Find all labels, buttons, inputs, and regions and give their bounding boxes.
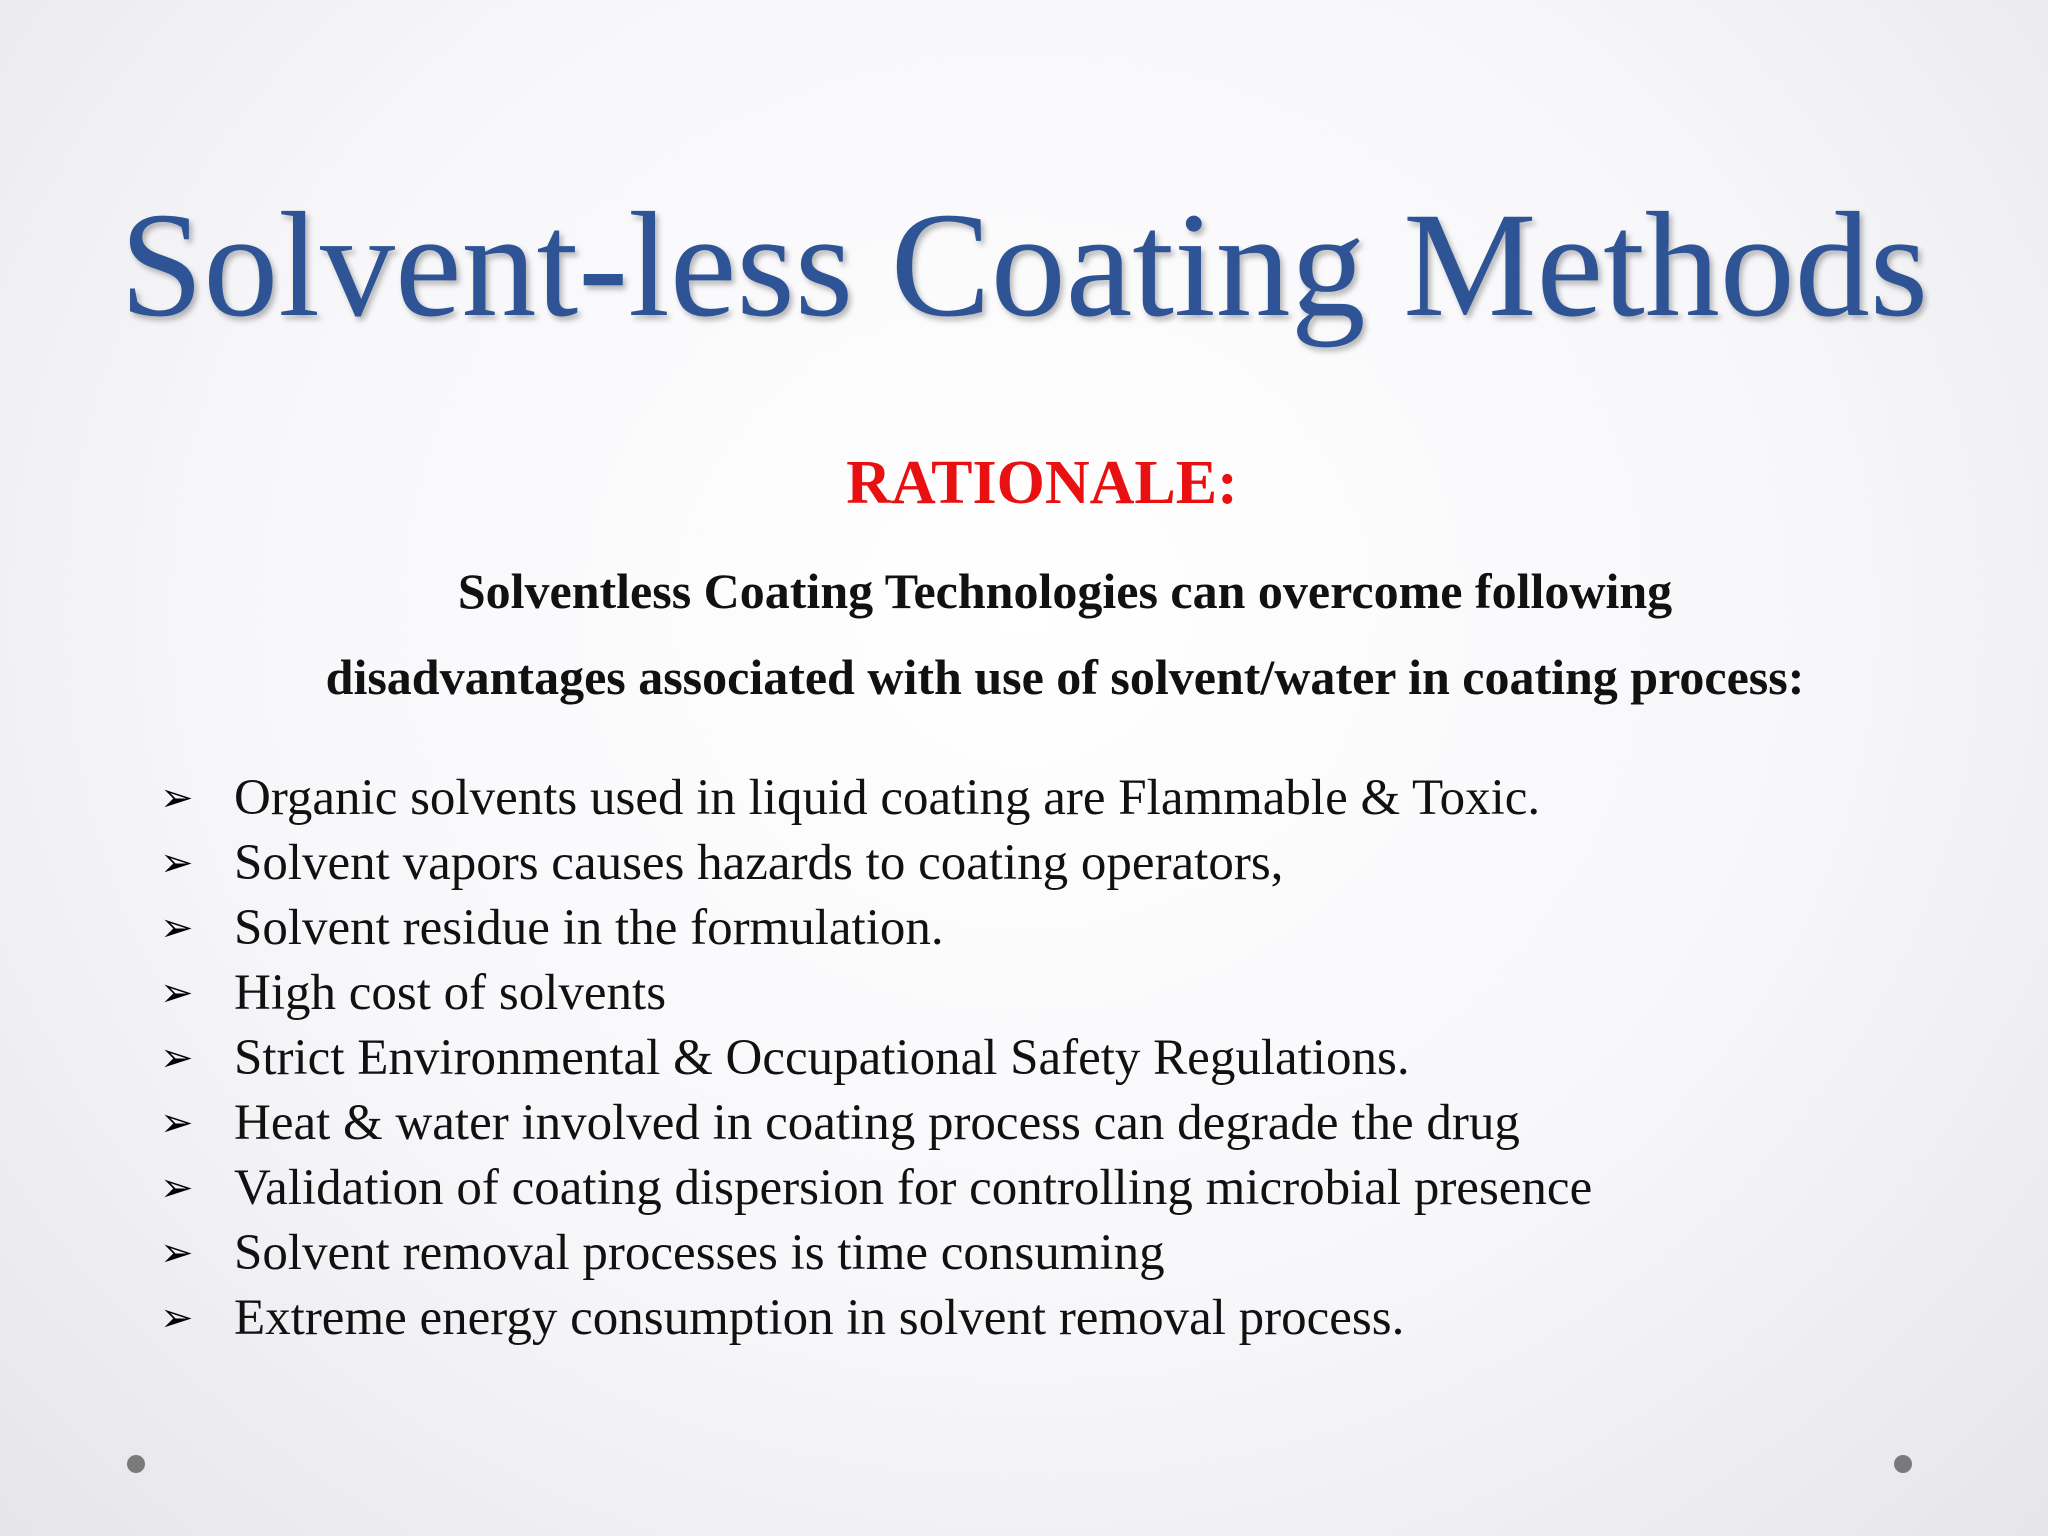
list-item-text: Organic solvents used in liquid coating are Flammable & Toxic. — [234, 769, 1541, 826]
list-item — [160, 895, 2000, 960]
list-item-text: Validation of coating dispersion for controlling microbial presence — [234, 1159, 1593, 1216]
arrowhead-bullet-icon: ➢ — [160, 904, 194, 950]
rationale-heading: RATIONALE: — [846, 449, 1238, 517]
arrowhead-bullet-icon: ➢ — [160, 969, 194, 1015]
list-item — [160, 765, 2000, 830]
intro-line-2: disadvantages associated with use of solvent/water in coating process: — [325, 649, 1805, 705]
intro-line-1: Solventless Coating Technologies can overcome following — [457, 563, 1673, 619]
arrowhead-bullet-icon: ➢ — [160, 839, 194, 885]
intro-text — [175, 548, 1955, 720]
list-item-text: Extreme energy consumption in solvent removal process. — [234, 1289, 1405, 1346]
list-item — [160, 1285, 2000, 1350]
disadvantages-list — [160, 765, 2000, 1350]
decorative-dot-icon-left — [127, 1455, 145, 1473]
list-item — [160, 960, 2000, 1025]
arrowhead-bullet-icon: ➢ — [160, 1229, 194, 1275]
list-item-text: Heat & water involved in coating process can degrade the drug — [234, 1094, 1520, 1151]
list-item-text: High cost of solvents — [234, 964, 667, 1021]
list-item-text: Solvent vapors causes hazards to coating operators, — [234, 834, 1284, 891]
decorative-dot-icon-right — [1894, 1455, 1912, 1473]
arrowhead-bullet-icon: ➢ — [160, 1099, 194, 1145]
list-item — [160, 1220, 2000, 1285]
list-item — [160, 830, 2000, 895]
list-item-text: Solvent residue in the formulation. — [234, 899, 944, 956]
list-item — [160, 1090, 2000, 1155]
arrowhead-bullet-icon: ➢ — [160, 1164, 194, 1210]
list-item — [160, 1155, 2000, 1220]
arrowhead-bullet-icon: ➢ — [160, 1294, 194, 1340]
list-item-text: Solvent removal processes is time consuming — [234, 1224, 1165, 1281]
arrowhead-bullet-icon: ➢ — [160, 1034, 194, 1080]
list-item-text: Strict Environmental & Occupational Safety Regulations. — [234, 1029, 1410, 1086]
list-item — [160, 1025, 2000, 1090]
arrowhead-bullet-icon: ➢ — [160, 774, 194, 820]
slide-title: Solvent-less Coating Methods — [119, 182, 1929, 348]
